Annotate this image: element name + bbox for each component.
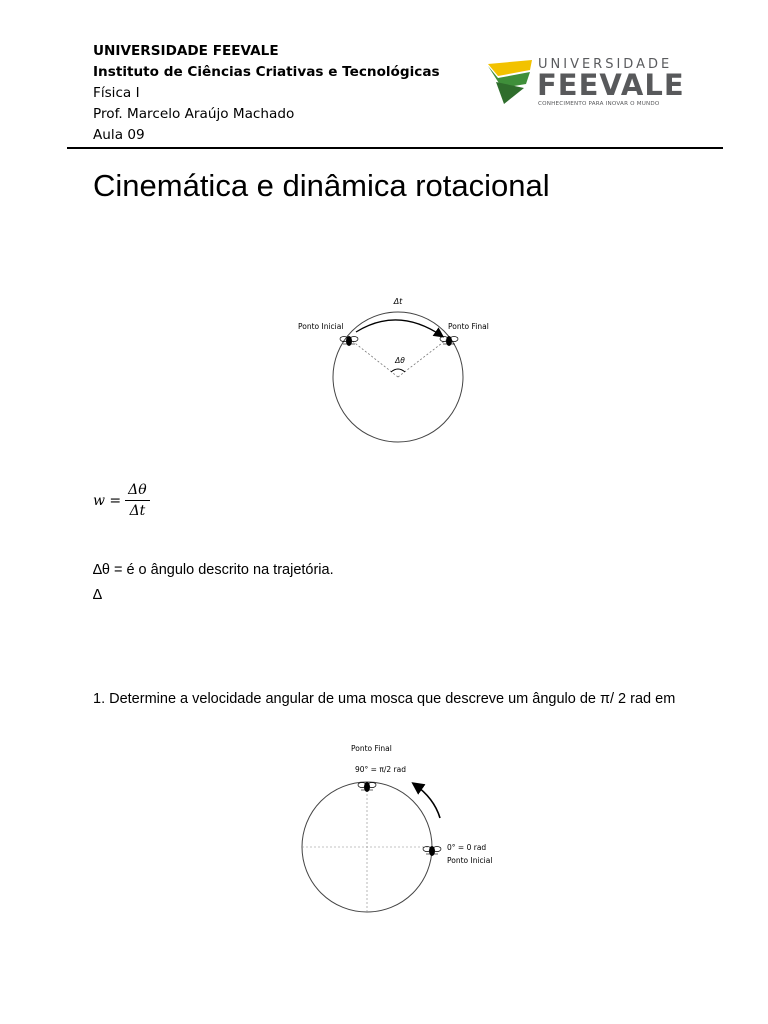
feevale-logo xyxy=(486,54,685,112)
fly-start-icon xyxy=(340,336,358,346)
formula-denominator: Δt xyxy=(129,503,146,519)
angle-label: Δθ xyxy=(395,356,405,365)
start-point-label: Ponto Inicial xyxy=(298,322,344,331)
quarter-turn-diagram xyxy=(290,740,510,920)
motion-arc-arrow xyxy=(356,320,442,336)
angular-displacement-diagram xyxy=(290,292,510,452)
radius-line-end xyxy=(398,340,446,377)
angular-velocity-formula xyxy=(93,482,150,519)
logo-text-feevale: FEEVALE xyxy=(537,68,685,102)
fly-top-icon xyxy=(358,782,376,792)
course-name: Física I xyxy=(93,85,140,101)
fly-right-icon xyxy=(423,846,441,856)
start-angle-label: 0° = 0 rad xyxy=(447,843,487,852)
delta-symbol-line: ∆ xyxy=(93,587,102,603)
logo-emblem-icon xyxy=(486,58,534,106)
formula-fraction xyxy=(125,482,150,519)
start-point-label-2: Ponto Inicial xyxy=(447,856,493,865)
end-point-label-2: Ponto Final xyxy=(351,744,392,753)
header-divider xyxy=(67,147,723,149)
lesson-number: Aula 09 xyxy=(93,127,145,143)
university-name: UNIVERSIDADE FEEVALE xyxy=(93,43,279,59)
rotation-arrow xyxy=(414,784,440,818)
fly-end-icon xyxy=(440,336,458,346)
page-title: Cinemática e dinâmica rotacional xyxy=(93,168,550,203)
end-point-label: Ponto Final xyxy=(448,322,489,331)
end-angle-label: 90° = π/2 rad xyxy=(355,765,406,774)
institute-name: Instituto de Ciências Criativas e Tecnológicas xyxy=(93,64,440,80)
time-label: Δt xyxy=(393,297,403,306)
logo-text-university: UNIVERSIDADE xyxy=(538,57,673,72)
formula-lhs: w = xyxy=(93,492,122,509)
logo-tagline: CONHECIMENTO PARA INOVAR O MUNDO xyxy=(538,101,660,107)
question-1: 1. Determine a velocidade angular de uma mosca que descreve um ângulo de π/ 2 rad em xyxy=(93,691,676,707)
formula-numerator: Δθ xyxy=(125,482,150,501)
professor-name: Prof. Marcelo Araújo Machado xyxy=(93,106,295,122)
angle-definition: ∆θ = é o ângulo descrito na trajetória. xyxy=(93,562,334,578)
angle-arc xyxy=(391,369,405,372)
